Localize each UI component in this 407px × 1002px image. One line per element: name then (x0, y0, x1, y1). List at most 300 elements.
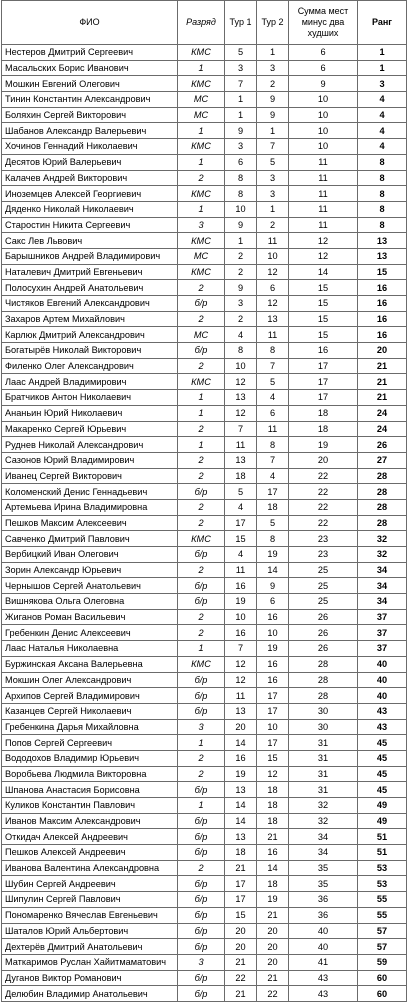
cell-tour2: 20 (257, 954, 289, 970)
cell-sum: 22 (289, 468, 358, 484)
cell-rank: 8 (358, 217, 407, 233)
cell-sum: 10 (289, 123, 358, 139)
cell-sum: 15 (289, 296, 358, 312)
cell-tour1: 4 (225, 499, 257, 515)
cell-tour2: 8 (257, 343, 289, 359)
cell-sum: 43 (289, 970, 358, 986)
cell-name: Пономаренко Вячеслав Евгеньевич (2, 907, 178, 923)
cell-tour1: 21 (225, 986, 257, 1002)
cell-name: Пешков Максим Алексеевич (2, 515, 178, 531)
cell-tour1: 13 (225, 703, 257, 719)
cell-rank: 43 (358, 703, 407, 719)
cell-rank: 40 (358, 672, 407, 688)
table-row (2, 594, 407, 610)
table-row (2, 296, 407, 312)
cell-tour1: 2 (225, 311, 257, 327)
cell-name: Мошкин Евгений Олегович (2, 76, 178, 92)
table-row (2, 656, 407, 672)
cell-category: 2 (178, 170, 225, 186)
table-row (2, 60, 407, 76)
cell-category: б/р (178, 672, 225, 688)
cell-tour2: 16 (257, 672, 289, 688)
cell-sum: 28 (289, 672, 358, 688)
cell-category: б/р (178, 547, 225, 563)
cell-sum: 25 (289, 562, 358, 578)
cell-rank: 49 (358, 798, 407, 814)
cell-tour2: 11 (257, 233, 289, 249)
cell-name: Шабанов Александр Валерьевич (2, 123, 178, 139)
cell-tour1: 20 (225, 939, 257, 955)
cell-tour1: 1 (225, 92, 257, 108)
cell-rank: 60 (358, 970, 407, 986)
cell-name: Чистяков Евгений Александрович (2, 296, 178, 312)
header-tour1: Тур 1 (225, 1, 257, 45)
table-row (2, 139, 407, 155)
cell-name: Лаас Наталья Николаевна (2, 641, 178, 657)
cell-category: 2 (178, 358, 225, 374)
cell-name: Вербицкий Иван Олегович (2, 547, 178, 563)
table-row (2, 829, 407, 845)
cell-name: Калачев Андрей Викторович (2, 170, 178, 186)
cell-category: б/р (178, 594, 225, 610)
cell-tour2: 8 (257, 531, 289, 547)
cell-rank: 45 (358, 735, 407, 751)
cell-tour2: 20 (257, 939, 289, 955)
cell-name: Иванова Валентина Александровна (2, 860, 178, 876)
cell-name: Гребенкин Денис Алексеевич (2, 625, 178, 641)
table-row (2, 421, 407, 437)
cell-rank: 51 (358, 829, 407, 845)
cell-name: Чернышов Сергей Анатольевич (2, 578, 178, 594)
cell-sum: 25 (289, 594, 358, 610)
cell-tour1: 11 (225, 562, 257, 578)
cell-name: Дуганов Виктор Романович (2, 970, 178, 986)
cell-rank: 16 (358, 311, 407, 327)
cell-name: Нестеров Дмитрий Сергеевич (2, 45, 178, 61)
cell-name: Мокшин Олег Александрович (2, 672, 178, 688)
cell-tour1: 13 (225, 390, 257, 406)
cell-tour1: 5 (225, 484, 257, 500)
cell-tour1: 20 (225, 923, 257, 939)
cell-rank: 57 (358, 939, 407, 955)
table-row (2, 876, 407, 892)
cell-tour2: 21 (257, 829, 289, 845)
cell-tour2: 4 (257, 468, 289, 484)
cell-name: Барышников Андрей Владимирович (2, 248, 178, 264)
cell-rank: 16 (358, 296, 407, 312)
cell-tour2: 4 (257, 390, 289, 406)
cell-tour2: 12 (257, 296, 289, 312)
table-row (2, 970, 407, 986)
cell-tour1: 7 (225, 421, 257, 437)
header-rank: Ранг (358, 1, 407, 45)
cell-rank: 24 (358, 421, 407, 437)
cell-category: 2 (178, 468, 225, 484)
table-row (2, 186, 407, 202)
cell-tour1: 12 (225, 405, 257, 421)
cell-tour1: 4 (225, 327, 257, 343)
table-row (2, 264, 407, 280)
cell-rank: 32 (358, 547, 407, 563)
cell-sum: 17 (289, 358, 358, 374)
cell-tour2: 19 (257, 641, 289, 657)
cell-tour2: 12 (257, 264, 289, 280)
table-row (2, 609, 407, 625)
table-row (2, 484, 407, 500)
cell-category: 2 (178, 499, 225, 515)
cell-rank: 4 (358, 107, 407, 123)
table-row (2, 813, 407, 829)
cell-name: Полосухин Андрей Анатольевич (2, 280, 178, 296)
cell-tour1: 17 (225, 515, 257, 531)
cell-name: Жиганов Роман Васильевич (2, 609, 178, 625)
cell-tour2: 8 (257, 437, 289, 453)
cell-tour2: 12 (257, 766, 289, 782)
cell-category: б/р (178, 829, 225, 845)
cell-category: 1 (178, 123, 225, 139)
cell-rank: 37 (358, 641, 407, 657)
cell-name: Старостин Никита Сергеевич (2, 217, 178, 233)
cell-name: Иванец Сергей Викторович (2, 468, 178, 484)
cell-tour2: 7 (257, 139, 289, 155)
table-row (2, 437, 407, 453)
cell-sum: 32 (289, 813, 358, 829)
cell-category: КМС (178, 233, 225, 249)
cell-name: Шубин Сергей Андреевич (2, 876, 178, 892)
cell-sum: 12 (289, 233, 358, 249)
cell-category: КМС (178, 656, 225, 672)
cell-rank: 55 (358, 892, 407, 908)
cell-rank: 34 (358, 562, 407, 578)
cell-rank: 45 (358, 766, 407, 782)
cell-rank: 55 (358, 907, 407, 923)
cell-sum: 15 (289, 311, 358, 327)
cell-tour2: 10 (257, 625, 289, 641)
cell-name: Артемьева Ирина Владимировна (2, 499, 178, 515)
cell-tour1: 10 (225, 358, 257, 374)
cell-sum: 43 (289, 986, 358, 1002)
cell-category: 2 (178, 860, 225, 876)
cell-rank: 34 (358, 578, 407, 594)
table-row (2, 750, 407, 766)
table-row (2, 986, 407, 1002)
cell-sum: 26 (289, 609, 358, 625)
cell-rank: 16 (358, 280, 407, 296)
cell-sum: 10 (289, 92, 358, 108)
cell-sum: 26 (289, 641, 358, 657)
cell-sum: 40 (289, 939, 358, 955)
cell-name: Коломенский Денис Геннадьевич (2, 484, 178, 500)
cell-tour1: 14 (225, 735, 257, 751)
cell-category: 2 (178, 609, 225, 625)
cell-tour1: 2 (225, 248, 257, 264)
cell-rank: 28 (358, 468, 407, 484)
cell-tour1: 7 (225, 641, 257, 657)
cell-sum: 11 (289, 154, 358, 170)
cell-category: б/р (178, 986, 225, 1002)
cell-category: МС (178, 107, 225, 123)
cell-category: б/р (178, 845, 225, 861)
cell-category: 2 (178, 515, 225, 531)
table-row (2, 154, 407, 170)
table-row (2, 468, 407, 484)
cell-tour1: 13 (225, 452, 257, 468)
cell-tour1: 10 (225, 609, 257, 625)
cell-rank: 8 (358, 201, 407, 217)
cell-category: 1 (178, 154, 225, 170)
cell-tour2: 3 (257, 170, 289, 186)
cell-rank: 1 (358, 60, 407, 76)
table-row (2, 248, 407, 264)
cell-category: КМС (178, 186, 225, 202)
cell-tour1: 7 (225, 76, 257, 92)
cell-sum: 18 (289, 405, 358, 421)
cell-name: Карлюк Дмитрий Александрович (2, 327, 178, 343)
cell-rank: 57 (358, 923, 407, 939)
cell-rank: 28 (358, 515, 407, 531)
cell-category: КМС (178, 45, 225, 61)
cell-rank: 59 (358, 954, 407, 970)
cell-tour2: 21 (257, 970, 289, 986)
cell-category: 1 (178, 437, 225, 453)
header-tour2: Тур 2 (257, 1, 289, 45)
cell-tour1: 12 (225, 672, 257, 688)
cell-tour1: 3 (225, 139, 257, 155)
cell-name: Буржинская Аксана Валерьевна (2, 656, 178, 672)
cell-name: Лаас Андрей Владимирович (2, 374, 178, 390)
cell-category: КМС (178, 374, 225, 390)
cell-category: б/р (178, 343, 225, 359)
cell-name: Казанцев Сергей Николаевич (2, 703, 178, 719)
cell-category: 1 (178, 798, 225, 814)
cell-tour2: 10 (257, 719, 289, 735)
table-row (2, 719, 407, 735)
cell-category: КМС (178, 531, 225, 547)
table-row (2, 939, 407, 955)
cell-sum: 6 (289, 45, 358, 61)
cell-tour2: 2 (257, 76, 289, 92)
table-row (2, 233, 407, 249)
cell-tour1: 9 (225, 123, 257, 139)
cell-category: 1 (178, 735, 225, 751)
cell-category: 2 (178, 562, 225, 578)
cell-rank: 3 (358, 76, 407, 92)
header-category: Разряд (178, 1, 225, 45)
table-row (2, 907, 407, 923)
cell-tour2: 19 (257, 547, 289, 563)
cell-rank: 4 (358, 123, 407, 139)
cell-name: Ананьин Юрий Николаевич (2, 405, 178, 421)
cell-tour2: 17 (257, 735, 289, 751)
cell-sum: 14 (289, 264, 358, 280)
cell-sum: 41 (289, 954, 358, 970)
table-row (2, 201, 407, 217)
cell-tour1: 21 (225, 954, 257, 970)
cell-name: Вододохов Владимир Юрьевич (2, 750, 178, 766)
cell-sum: 25 (289, 578, 358, 594)
table-row (2, 327, 407, 343)
cell-tour2: 18 (257, 876, 289, 892)
cell-tour1: 21 (225, 860, 257, 876)
cell-name: Шпанова Анастасия Борисовна (2, 782, 178, 798)
table-row (2, 688, 407, 704)
cell-tour1: 8 (225, 170, 257, 186)
table-row (2, 92, 407, 108)
cell-category: 2 (178, 625, 225, 641)
cell-name: Братчиков Антон Николаевич (2, 390, 178, 406)
cell-tour1: 22 (225, 970, 257, 986)
cell-rank: 15 (358, 264, 407, 280)
cell-tour1: 13 (225, 829, 257, 845)
cell-tour1: 12 (225, 374, 257, 390)
cell-tour1: 8 (225, 343, 257, 359)
cell-tour1: 15 (225, 907, 257, 923)
cell-sum: 17 (289, 390, 358, 406)
header-sum: Сумма мест минус два худших (289, 1, 358, 45)
cell-rank: 53 (358, 876, 407, 892)
cell-name: Делюбин Владимир Анатольевич (2, 986, 178, 1002)
cell-tour1: 14 (225, 798, 257, 814)
cell-name: Тинин Константин Александрович (2, 92, 178, 108)
cell-sum: 23 (289, 531, 358, 547)
cell-sum: 34 (289, 829, 358, 845)
cell-name: Шаталов Юрий Альбертович (2, 923, 178, 939)
cell-tour1: 10 (225, 201, 257, 217)
cell-category: б/р (178, 939, 225, 955)
cell-tour1: 17 (225, 892, 257, 908)
cell-rank: 8 (358, 154, 407, 170)
cell-rank: 4 (358, 92, 407, 108)
cell-tour1: 9 (225, 217, 257, 233)
cell-tour2: 7 (257, 358, 289, 374)
cell-category: 1 (178, 390, 225, 406)
cell-tour2: 11 (257, 421, 289, 437)
cell-tour2: 17 (257, 703, 289, 719)
cell-rank: 43 (358, 719, 407, 735)
cell-sum: 18 (289, 421, 358, 437)
cell-rank: 21 (358, 390, 407, 406)
cell-name: Сакс Лев Львович (2, 233, 178, 249)
cell-rank: 1 (358, 45, 407, 61)
cell-category: КМС (178, 264, 225, 280)
cell-tour2: 7 (257, 452, 289, 468)
cell-sum: 30 (289, 719, 358, 735)
cell-category: б/р (178, 703, 225, 719)
cell-tour1: 18 (225, 468, 257, 484)
cell-sum: 12 (289, 248, 358, 264)
cell-tour2: 5 (257, 515, 289, 531)
cell-tour2: 10 (257, 248, 289, 264)
cell-name: Гребенкина Дарья Михайловна (2, 719, 178, 735)
cell-tour2: 18 (257, 798, 289, 814)
cell-rank: 16 (358, 327, 407, 343)
cell-category: 2 (178, 452, 225, 468)
cell-category: 2 (178, 766, 225, 782)
cell-sum: 31 (289, 750, 358, 766)
cell-category: МС (178, 327, 225, 343)
cell-sum: 17 (289, 374, 358, 390)
cell-sum: 11 (289, 217, 358, 233)
cell-category: 2 (178, 421, 225, 437)
cell-tour2: 16 (257, 609, 289, 625)
cell-tour2: 6 (257, 405, 289, 421)
cell-tour2: 21 (257, 907, 289, 923)
cell-rank: 28 (358, 499, 407, 515)
cell-tour1: 17 (225, 876, 257, 892)
header-name: ФИО (2, 1, 178, 45)
cell-category: 2 (178, 311, 225, 327)
cell-tour1: 1 (225, 233, 257, 249)
cell-rank: 8 (358, 170, 407, 186)
cell-tour1: 20 (225, 719, 257, 735)
table-row (2, 703, 407, 719)
cell-name: Боляхин Сергей Викторович (2, 107, 178, 123)
cell-sum: 11 (289, 186, 358, 202)
cell-sum: 11 (289, 170, 358, 186)
cell-tour2: 19 (257, 892, 289, 908)
cell-name: Дехтерёв Дмитрий Анатольевич (2, 939, 178, 955)
cell-rank: 26 (358, 437, 407, 453)
cell-category: 3 (178, 719, 225, 735)
table-row (2, 358, 407, 374)
cell-tour2: 6 (257, 280, 289, 296)
cell-tour1: 6 (225, 154, 257, 170)
table-row (2, 343, 407, 359)
cell-tour1: 19 (225, 594, 257, 610)
cell-sum: 31 (289, 766, 358, 782)
cell-tour2: 20 (257, 923, 289, 939)
header-row (2, 1, 407, 45)
cell-rank: 21 (358, 358, 407, 374)
cell-name: Десятов Юрий Валерьевич (2, 154, 178, 170)
cell-category: 1 (178, 201, 225, 217)
cell-category: КМС (178, 76, 225, 92)
cell-sum: 32 (289, 798, 358, 814)
cell-tour2: 11 (257, 327, 289, 343)
cell-tour2: 9 (257, 107, 289, 123)
cell-sum: 22 (289, 515, 358, 531)
cell-tour2: 3 (257, 60, 289, 76)
cell-sum: 31 (289, 782, 358, 798)
cell-rank: 13 (358, 233, 407, 249)
cell-tour2: 3 (257, 186, 289, 202)
table-row (2, 280, 407, 296)
cell-sum: 36 (289, 907, 358, 923)
cell-tour2: 15 (257, 750, 289, 766)
cell-name: Зорин Александр Юрьевич (2, 562, 178, 578)
cell-sum: 30 (289, 703, 358, 719)
table-row (2, 923, 407, 939)
table-row (2, 547, 407, 563)
cell-name: Вишнякова Ольга Олеговна (2, 594, 178, 610)
cell-name: Наталевич Дмитрий Евгеньевич (2, 264, 178, 280)
cell-tour2: 14 (257, 562, 289, 578)
cell-sum: 36 (289, 892, 358, 908)
cell-tour1: 15 (225, 531, 257, 547)
cell-name: Попов Сергей Сергеевич (2, 735, 178, 751)
cell-sum: 28 (289, 688, 358, 704)
cell-sum: 15 (289, 327, 358, 343)
cell-category: МС (178, 92, 225, 108)
cell-category: б/р (178, 892, 225, 908)
cell-sum: 34 (289, 845, 358, 861)
cell-name: Масальских Борис Иванович (2, 60, 178, 76)
cell-category: б/р (178, 688, 225, 704)
cell-category: б/р (178, 907, 225, 923)
cell-tour1: 14 (225, 813, 257, 829)
cell-category: 2 (178, 750, 225, 766)
cell-sum: 26 (289, 625, 358, 641)
